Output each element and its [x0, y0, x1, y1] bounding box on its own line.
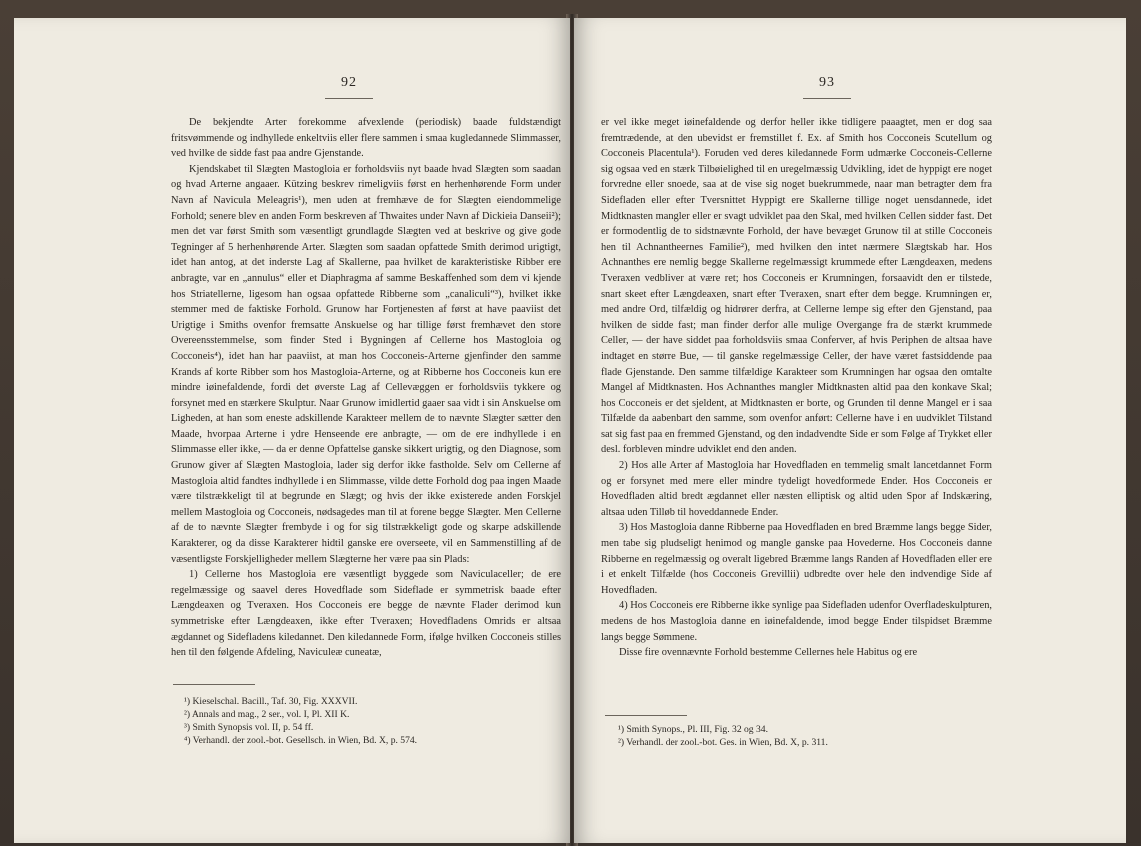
footnotes: [618, 723, 988, 749]
footnotes: [184, 695, 554, 747]
paragraph: 3) Hos Mastogloia danne Ribberne paa Hovedfladen en bred Bræmme langs begge Sider, men tabe sig pludseligt henimod og mangle ganske paa Hovederne. Hos Cocconeis danne Ribberne en regelmæssig og overalt ligebred Bræmme langs Randen af Hovedfladen eller ere i et enkelt Tilfælde (hos Cocconeis Grevillii) udbredte over hele den indvendige Side af Hovedfladen.: [601, 522, 992, 596]
paragraph: 2) Hos alle Arter af Mastogloia har Hovedfladen en temmelig smalt lancetdannet Form og er forsynet med mere eller mindre tydeligt hovedformede Ender. Hos Cocconeis er Hovedfladen altid bredt ægdannet eller næsten elliptisk og altid uden Spor af Indskæring, altsaa uden Tilløb til hoveddannede Ender.: [601, 460, 992, 518]
right-page: [574, 18, 1126, 843]
footnote: ⁴) Verhandl. der zool.-bot. Gesellsch. in Wien, Bd. X, p. 574.: [184, 735, 418, 746]
footnote: ²) Annals and mag., 2 ser., vol. I, Pl. XII K.: [184, 709, 350, 720]
footnote: ²) Verhandl. der zool.-bot. Ges. in Wien, Bd. X, p. 311.: [618, 737, 828, 748]
footnote-rule: [173, 684, 255, 685]
footnote-rule: [605, 715, 687, 716]
footnote: ³) Smith Synopsis vol. II, p. 54 ff.: [184, 722, 314, 733]
page-number: 93: [819, 75, 835, 90]
paragraph: De bekjendte Arter forekomme afvexlende (periodisk) baade fuldstændigt fritsvømmende og indhyllede enkeltviis eller flere sammen i smaa kugledannede Slimmasser, ved hvilke de sidde fast paa andre Gjenstande.: [171, 117, 561, 160]
footnote: ¹) Kieselschal. Bacill., Taf. 30, Fig. XXXVII.: [184, 696, 358, 707]
paragraph: er vel ikke meget iøinefaldende og derfor heller ikke tidligere paaagtet, men er dog saa fremtrædende, at den ubevidst er fremstillet f. Ex. af Smith hos Cocconeis Scutellum og Cocconeis Placentula¹). Foruden ved deres kiledannede Form udmærke Cocconeis-Cellerne sig ogsaa ved en stærk Tilbøielighed til en uregelmæssig Udvikling, idet de hyppigt ere noget forvredne eller snoede, saa at de vise sig noget buekrummede, naar man betragter dem fra Sidefladen eller efter Tversnittet Hyppigt ere Skallerne tillige noget uensdannede, idet Midtknasten mangler eller er svagt udviklet paa den Skal, med hvilken Cellen sidder fast. Det er formodentlig de to sidstnævnte Forhold, der have bevæget Grunow til at stille Cocconeis hen til Achnantheernes Familie²), med hvilken den intet nærmere Slægtskab har. Hos Achnanthes ere nemlig begge Skallerne regelmæssigt krummede efter Længdeaxen, medens Tveraxen vedbliver at være ret; hos Cocconeis er Krumningen, forsaavidt den er tilstede, snart skeet efter Længdeaxen, snart efter Tveraxen, snart efter dem begge. Krumningen er, med andre Ord, tilfældig og hidrører derfra, at Cellerne lempe sig efter den Gjenstand, paa hvilken de sidde fast; man finder derfor alle mulige Overgange fra de stærkt krummede Celler, — der have siddet paa forholdsviis smaa Conferver, af hvis Periphen de altsaa have indtaget en større Bue, — til ganske regelmæssige Celler, der have været fastsiddende paa flade Gjenstande. Den samme tilfældige Karakteer som Krumningen har ogsaa den omtalte Mangel af Midtknasten. Hos Achnanthes mangler Midtknasten altid paa den konkave Skal; hos Cocconeis er det sjeldent, at Midtknasten er borte, og Grunden til denne Mangel er i saa Tilfælde da aabenbart den samme, som ovenfor anført: Cellerne have i en uudviklet Tilstand sat sig fast paa en fremmed Gjenstand, og den indadvendte Side er som Følge af Trykket eller desl. forbleven mindre udviklet end den anden.: [601, 117, 992, 456]
page-number: 92: [341, 75, 357, 90]
paragraph: Disse fire ovennævnte Forhold bestemme Cellernes hele Habitus og ere: [619, 647, 918, 659]
paragraph: 4) Hos Cocconeis ere Ribberne ikke synlige paa Sidefladen udenfor Overfladeskulpturen, medens de hos Mastogloia danne en iøinefaldende, imod begge Ender tilspidset Bræmme langs begge Sømmene.: [601, 600, 992, 643]
body-text: [601, 115, 992, 661]
page-number-rule: [803, 98, 851, 99]
paragraph: Kjendskabet til Slægten Mastogloia er forholdsviis nyt baade hvad Slægten som saadan og hvad Arterne angaaer. Kützing beskrev rimeligviis først en herhenhørende Form under Navn af Navicula Meleagris¹), men uden at fremhæve de for Slægten eiendommelige Forhold; senere blev en anden Form beskreven af Thwaites under Navn af Dickieia Danseii²); men det var først Smith som væsentligt grundlagde Slægten ved at beskrive og give gode Tegninger af 5 herhenhørende Arter. Slægten som saadan opfattede Smith derimod urigtigt, idet han antog, at det inderste Lag af Skallerne, paa hvilket de karakteristiske Ribber ere anbragte, var en „annulus“ eller et Diaphragma af samme Beskaffenhed som dem vi kjende hos Striatellerne, ligesom han ogsaa opfattede Ribberne som „canaliculi“³), hvilket ikke stemmer med de faktiske Forhold. Grunow har Fortjenesten af først at have paaviist det Urigtige i Smiths ovenfor fremsatte Anskuelse og har tillige først fremhævet den store Overeensstemmelse, som finder Sted i Bygningen af Cellerne hos Mastogloia og Cocconeis⁴), idet han har paaviist, at man hos Cocconeis-Arterne gjenfinder den samme Krands af korte Ribber som hos Mastogloia-Arterne, og at Ribberne hos Cocconeis kun ere mindre iøinefaldende, fordi det øverste Lag af Cellevæggen er forholdsviis tykkere og forsynet med en stærkere Skulptur. Naar Grunow imidlertid gaaer saa vidt i sin Anskuelse om Ligheden, at han som eneste adskillende Karakteer mellem de to nævnte Slægter sætter den Maade, hvorpaa Arterne i ydre Henseende ere anbragte, — om de ere indhyllede i en Slimmasse eller ikke, — da er denne Opfattelse ganske sikkert urigtig, og den Diagnose, som Grunow giver af Slægten Mastogloia, lader sig derfor ikke fastholde. Selv om Cellerne af Mastogloia altid fandtes indhyllede i en Slimmasse, vilde dette Forhold dog paa ingen Maade være tilstrækkeligt til at begrunde en Slægt; og hvis der ikke existerede anden Forskjel mellem Mastogloia og Cocconeis, nødsagedes man til at forene begge Slægter. Men Cellerne af de to nævnte Slægter frembyde i og for sig tilstrækkeligt gode og skarpe adskillende Karakterer, og da disse Karakterer hidtil ganske ere overseete, vil en Sammenstilling af de væsentligste Forskjelligheder mellem Slægterne her være paa sin Plads:: [171, 163, 561, 565]
left-page: [14, 18, 570, 843]
body-text: [171, 115, 561, 661]
paragraph: 1) Cellerne hos Mastogloia ere væsentligt byggede som Naviculaceller; de ere regelmæssige og saavel deres Hovedflade som Sideflade er symmetrisk baade efter Længdeaxen og Tveraxen. Hos Cocconeis ere begge de nævnte Flader derimod kun symmetriske efter Længdeaxen, ikke efter Tveraxen; Hovedfladens Omrids er altsaa ægdannet og Sidefladens kiledannet. Den kiledannede Form, ifølge hvilken Cocconeis stilles hen til den følgende Afdeling, Naviculeæ cuneatæ,: [171, 569, 561, 659]
page-number-rule: [325, 98, 373, 99]
footnote: ¹) Smith Synops., Pl. III, Fig. 32 og 34.: [618, 724, 768, 735]
